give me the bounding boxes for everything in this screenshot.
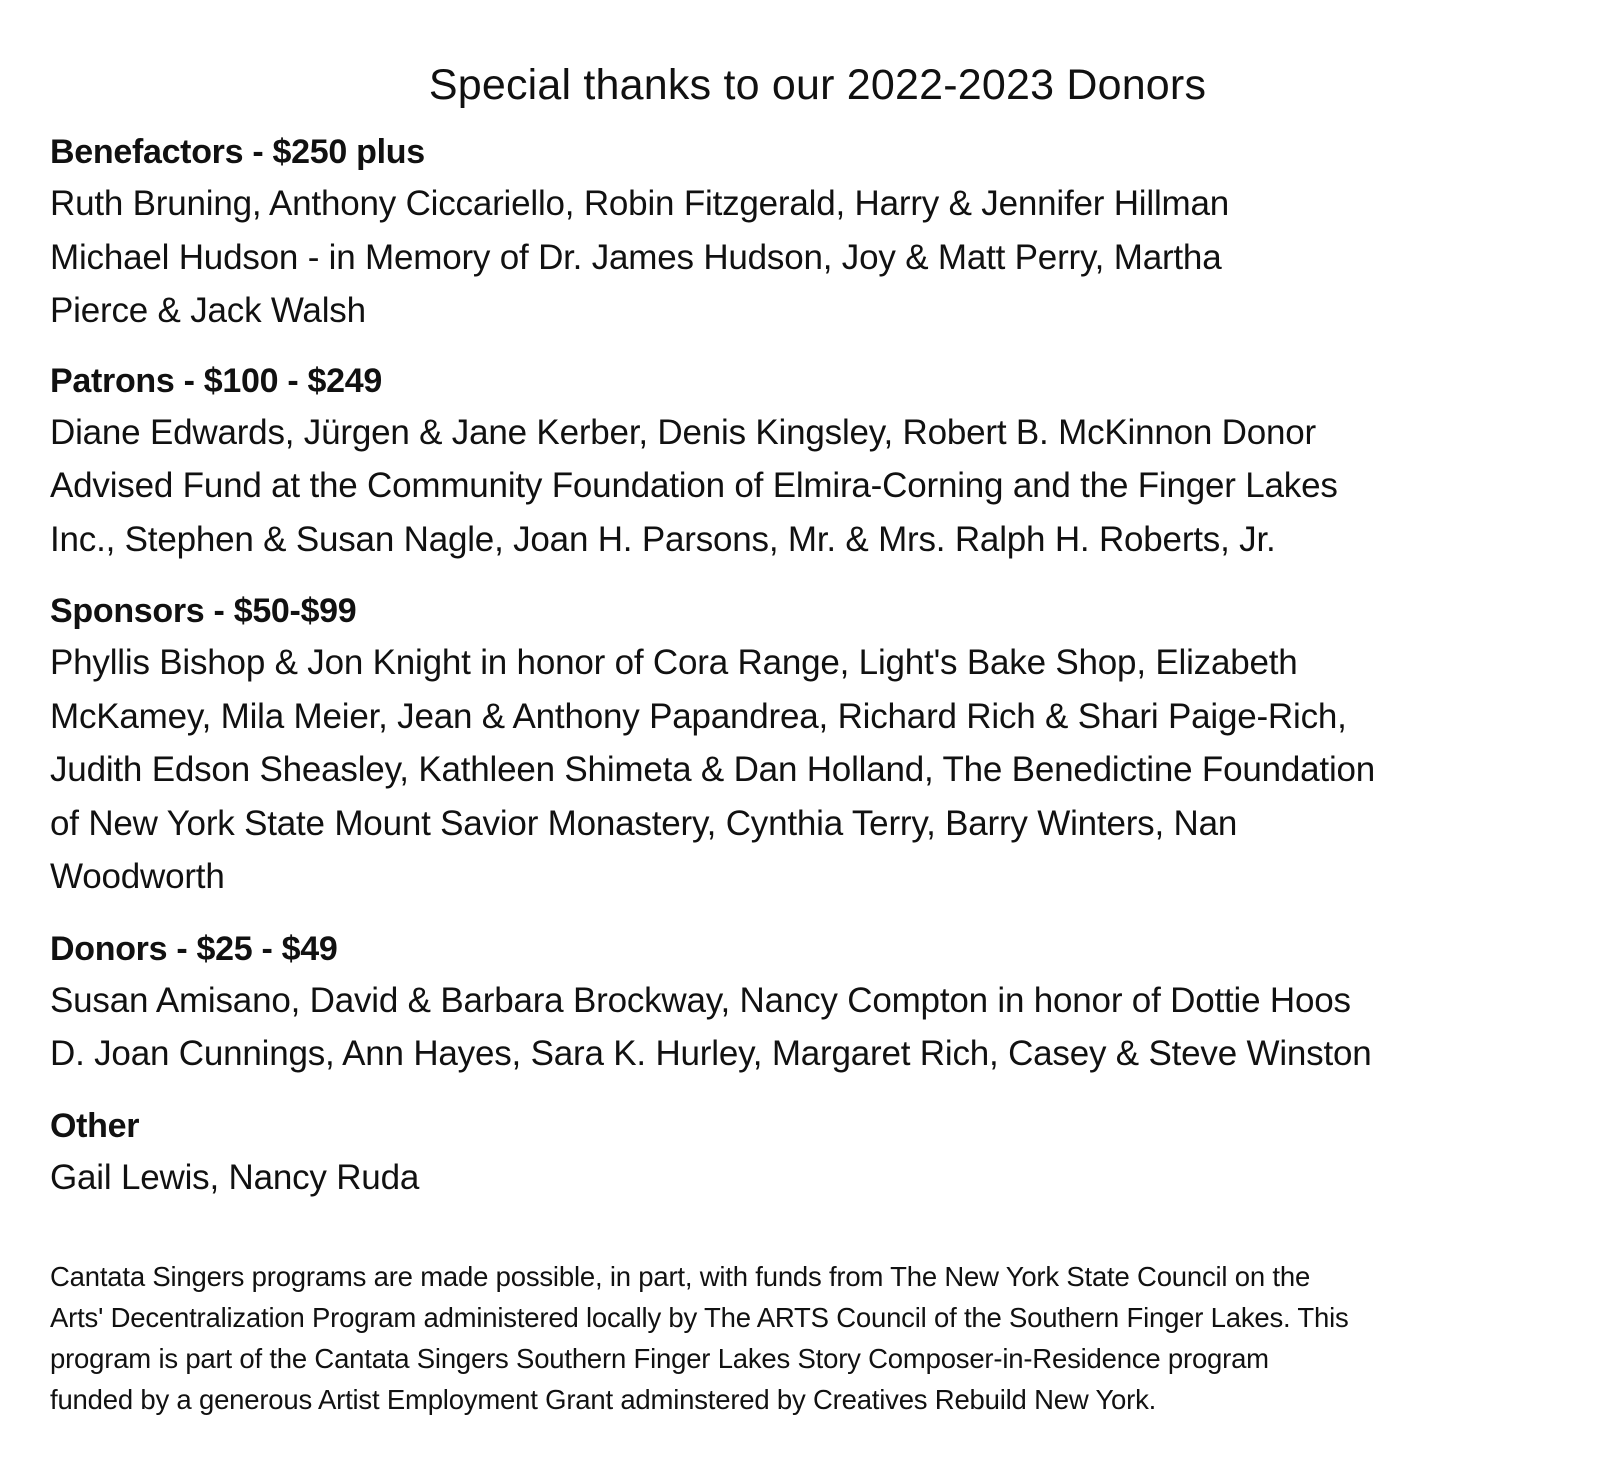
donor-page: [50, 0, 1570, 1448]
section-heading-benefactors: Benefactors - $250 plus: [50, 133, 425, 171]
section-heading-donors: Donors - $25 - $49: [50, 929, 338, 968]
page-title: Special thanks to our 2022-2023 Donors: [428, 61, 1207, 109]
section-patrons: [50, 356, 1570, 567]
section-body-sponsors: Phyllis Bishop & Jon Knight in honor of Cora Range, Light's Bake Shop, Elizabeth McKamey, Mila Meier, Jean & Anthony Papandrea, Richard Rich & Shari Paige-Rich, Judith Edson Sheasley, Kathleen Shimeta & Dan Holland, The Benedictine Foundation of New York State Mount Savior Monastery, Cynthia Terry, Barry Winters, Nan Woodworth: [50, 643, 1376, 896]
section-body-benefactors: Ruth Bruning, Anthony Ciccariello, Robin Fitzgerald, Harry & Jennifer Hillman Michael Hudson - in Memory of Dr. James Hudson, Joy & Matt Perry, Martha Pierce & Jack Walsh: [50, 184, 1230, 330]
section-donors: [50, 924, 1570, 1081]
section-body-patrons: Diane Edwards, Jürgen & Jane Kerber, Denis Kingsley, Robert B. McKinnon Donor Advised Fund at the Community Foundation of Elmira-Corning and the Finger Lakes Inc., Stephen & Susan Nagle, Joan H. Parsons, Mr. & Mrs. Ralph H. Roberts, Jr.: [50, 412, 1338, 559]
funding-footnote: Cantata Singers programs are made possible, in part, with funds from The New York State Council on the Arts' Decentralization Program administered locally by The ARTS Council of the Southern Finger Lakes. This program is part of the Cantata Singers Southern Finger Lakes Story Composer-in-Residence program funded by a generous Artist Employment Grant adminstered by Creatives Rebuild New York.: [50, 1261, 1349, 1415]
section-heading-sponsors: Sponsors - $50-$99: [50, 592, 357, 630]
section-heading-patrons: Patrons - $100 - $249: [50, 361, 382, 400]
section-body-other: Gail Lewis, Nancy Ruda: [50, 1157, 420, 1197]
section-heading-other: Other: [50, 1106, 140, 1145]
section-other: [50, 1101, 1570, 1205]
section-body-donors: Susan Amisano, David & Barbara Brockway, Nancy Compton in honor of Dottie Hoos D. Joan Cunnings, Ann Hayes, Sara K. Hurley, Margaret Rich, Casey & Steve Winston: [50, 980, 1372, 1073]
section-benefactors: [50, 127, 1570, 338]
section-sponsors: [50, 586, 1570, 904]
